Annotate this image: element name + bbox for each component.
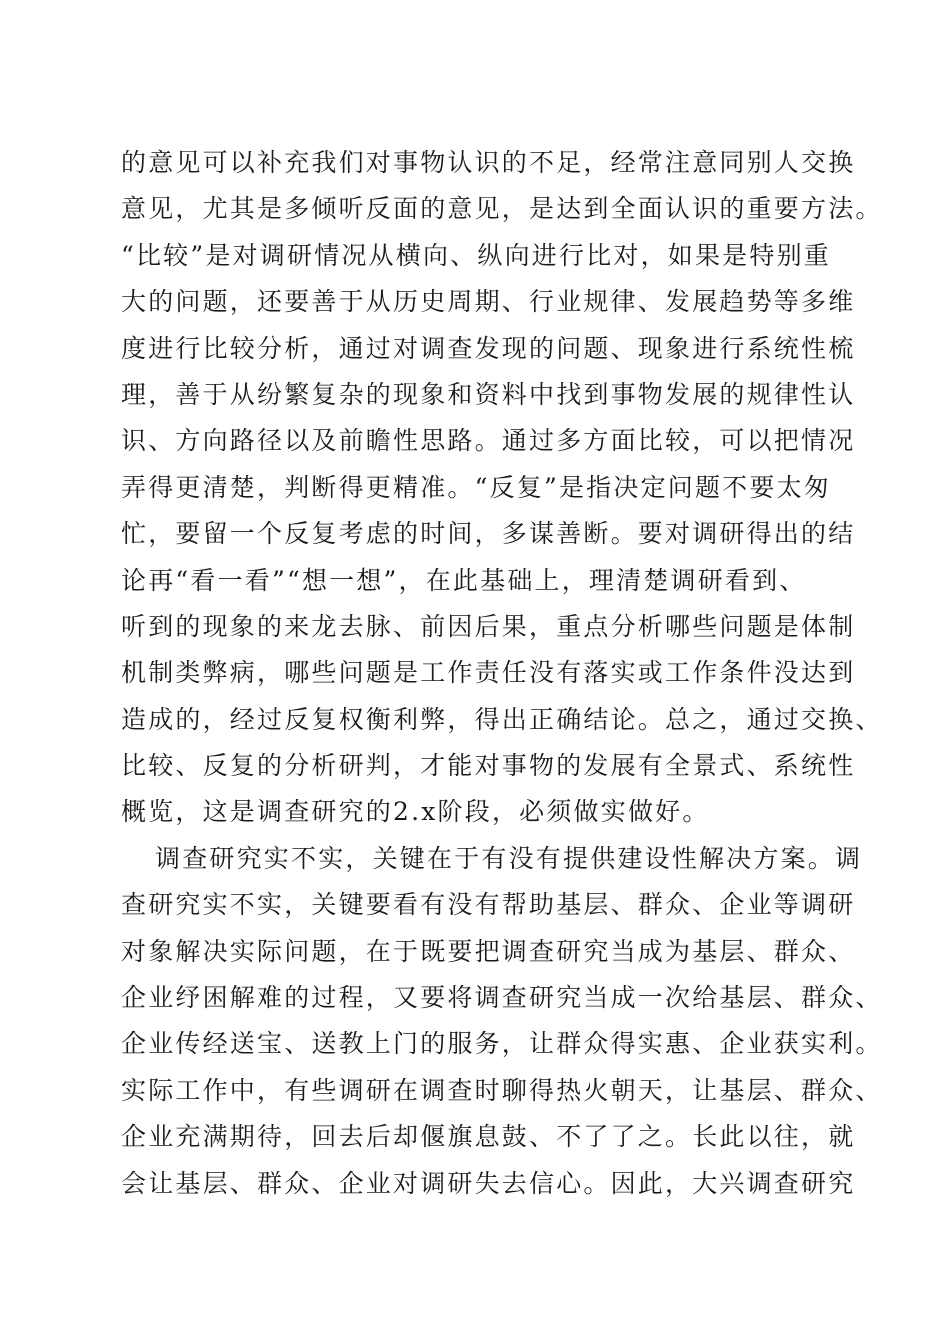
text-line: 度进行比较分析，通过对调查发现的问题、现象进行系统性梳 (121, 333, 856, 363)
text-line: 企业传经送宝、送教上门的服务，让群众得实惠、企业获实利。 (121, 1029, 883, 1059)
text-line: 大的问题，还要善于从历史周期、行业规律、发展趋势等多维 (121, 287, 856, 317)
text-line: 机制类弊病，哪些问题是工作责任没有落实或工作条件没达到 (121, 658, 856, 688)
text-line: 理，善于从纷繁复杂的现象和资料中找到事物发展的规律性认 (121, 379, 856, 409)
text-line: 概览，这是调查研究的2.x阶段，必须做实做好。 (121, 797, 710, 827)
text-line: 弄得更清楚，判断得更精准。“反复”是指决定问题不要太匆 (121, 472, 831, 502)
text-line: 造成的，经过反复权衡利弊，得出正确结论。总之，通过交换、 (121, 704, 883, 734)
text-line: 识、方向路径以及前瞻性思路。通过多方面比较，可以把情况 (121, 426, 856, 456)
paragraph-start-line: 调查研究实不实，关键在于有没有提供建设性解决方案。调 (155, 843, 863, 873)
text-line: 查研究实不实，关键要看有没有帮助基层、群众、企业等调研 (121, 890, 856, 920)
text-line: 论再“看一看”“想一想”，在此基础上，理清楚调研看到、 (121, 565, 807, 595)
text-line: 对象解决实际问题，在于既要把调查研究当成为基层、群众、 (121, 936, 856, 966)
text-line: 的意见可以补充我们对事物认识的不足，经常注意同别人交换 (121, 148, 856, 177)
body-text (121, 140, 883, 1207)
text-line: 忙，要留一个反复考虑的时间，多谋善断。要对调研得出的结 (121, 519, 856, 549)
text-line: “比较”是对调研情况从横向、纵向进行比对，如果是特别重 (121, 240, 831, 270)
text-line: 会让基层、群众、企业对调研失去信心。因此，大兴调查研究 (121, 1168, 856, 1198)
text-line: 实际工作中，有些调研在调查时聊得热火朝天，让基层、群众、 (121, 1075, 883, 1105)
text-line: 企业充满期待，回去后却偃旗息鼓、不了了之。长此以往，就 (121, 1122, 856, 1152)
text-line: 听到的现象的来龙去脉、前因后果，重点分析哪些问题是体制 (121, 611, 856, 641)
text-line: 意见，尤其是多倾听反面的意见，是达到全面认识的重要方法。 (121, 194, 883, 224)
text-line: 比较、反复的分析研判，才能对事物的发展有全景式、系统性 (121, 751, 856, 781)
text-line: 企业纾困解难的过程，又要将调查研究当成一次给基层、群众、 (121, 983, 883, 1013)
